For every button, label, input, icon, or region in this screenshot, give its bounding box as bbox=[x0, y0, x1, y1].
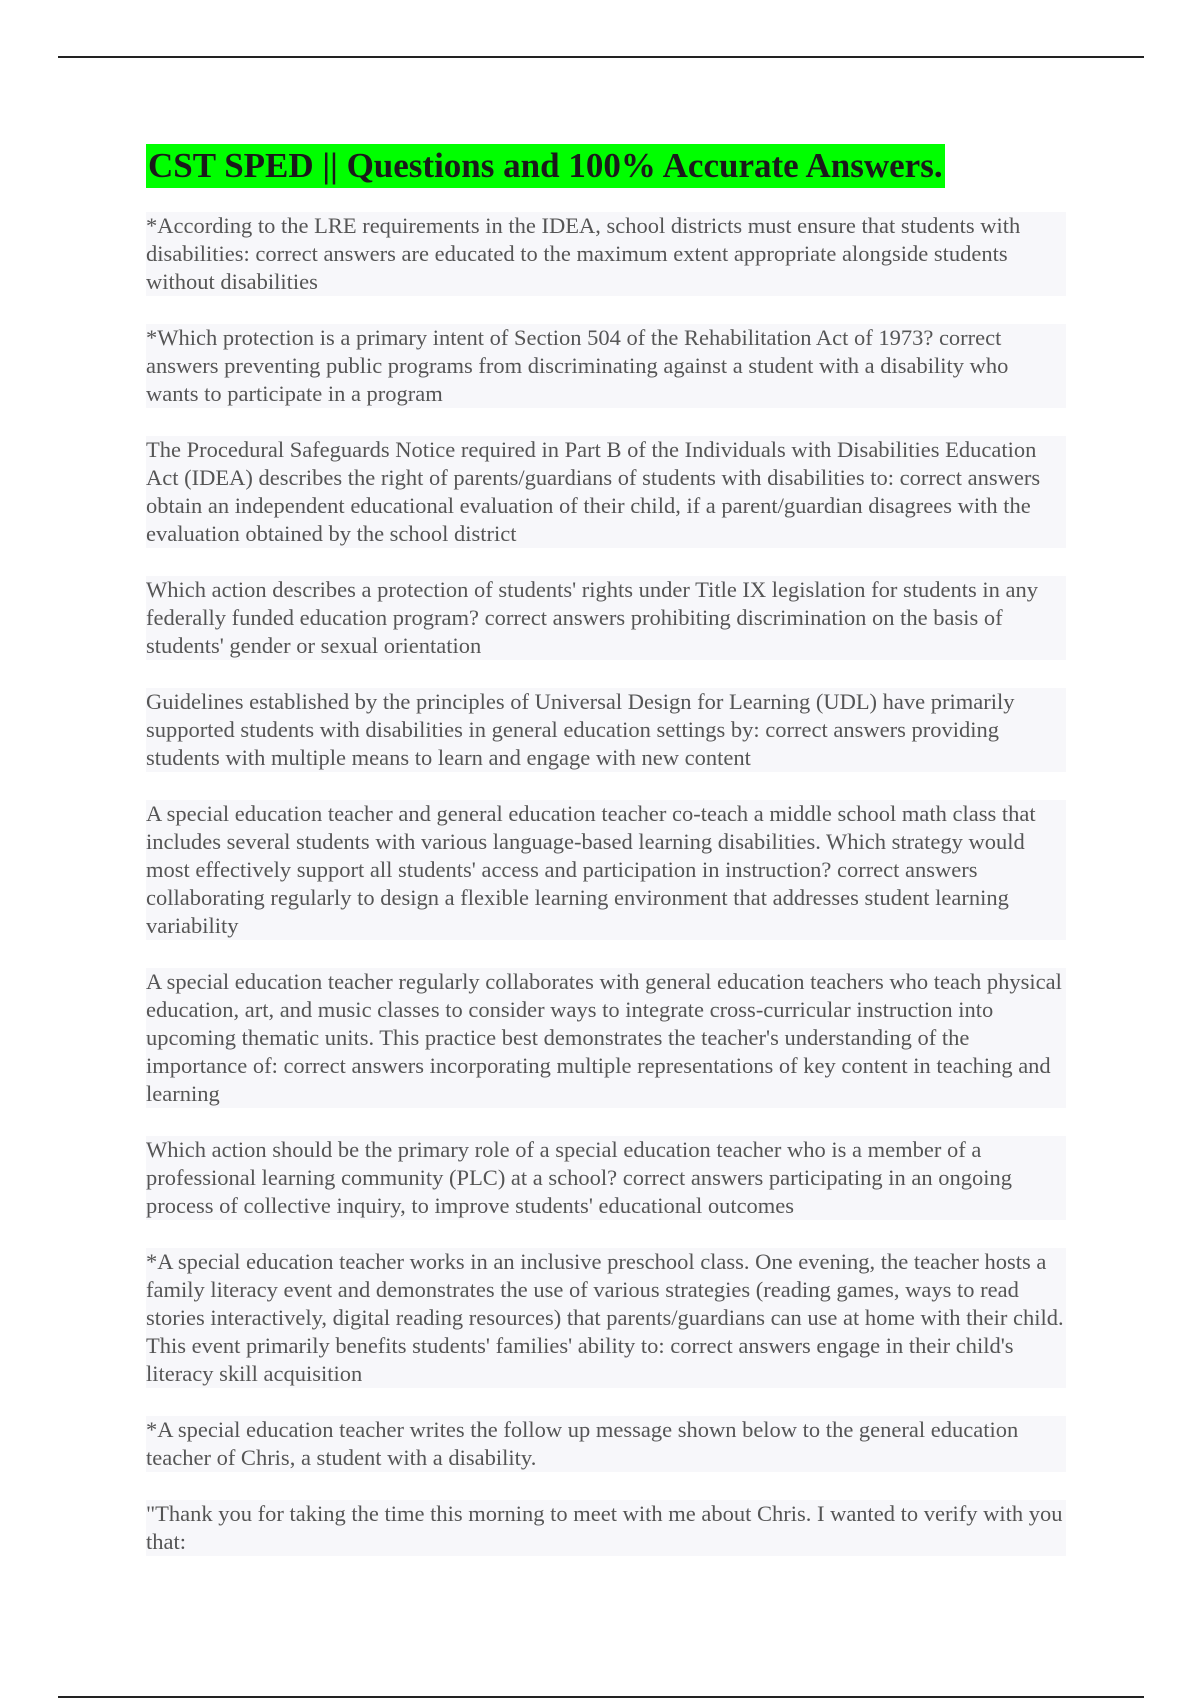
document-title: CST SPED || Questions and 100% Accurate Answers. bbox=[146, 144, 945, 188]
qa-paragraph-2: *Which protection is a primary intent of Section 504 of the Rehabilitation Act of 1973? correct answers preventing public programs from discriminating against a student with a disability who wants to participate in a program bbox=[146, 324, 1066, 408]
document-body bbox=[146, 144, 1066, 1584]
bottom-rule bbox=[58, 1696, 1144, 1698]
qa-paragraph-7: A special education teacher regularly collaborates with general education teachers who teach physical education, art, and music classes to consider ways to integrate cross-curricular instruction into upcoming thematic units. This practice best demonstrates the teacher's understanding of the importance of: correct answers incorporating multiple representations of key content in teaching and learning bbox=[146, 968, 1066, 1108]
qa-paragraph-10: *A special education teacher writes the follow up message shown below to the general education teacher of Chris, a student with a disability. bbox=[146, 1416, 1066, 1472]
qa-paragraph-1: *According to the LRE requirements in the IDEA, school districts must ensure that students with disabilities: correct answers are educated to the maximum extent appropriate alongside students without disabilities bbox=[146, 212, 1066, 296]
qa-paragraph-8: Which action should be the primary role of a special education teacher who is a member of a professional learning community (PLC) at a school? correct answers participating in an ongoing process of collective inquiry, to improve students' educational outcomes bbox=[146, 1136, 1066, 1220]
qa-paragraph-4: Which action describes a protection of students' rights under Title IX legislation for students in any federally funded education program? correct answers prohibiting discrimination on the basis of students' gender or sexual orientation bbox=[146, 576, 1066, 660]
qa-paragraph-5: Guidelines established by the principles of Universal Design for Learning (UDL) have primarily supported students with disabilities in general education settings by: correct answers providing students with multiple means to learn and engage with new content bbox=[146, 688, 1066, 772]
qa-paragraph-6: A special education teacher and general education teacher co-teach a middle school math class that includes several students with various language-based learning disabilities. Which strategy would most effectively support all students' access and participation in instruction? correct answers collaborating regularly to design a flexible learning environment that addresses student learning variability bbox=[146, 800, 1066, 940]
qa-paragraph-9: *A special education teacher works in an inclusive preschool class. One evening, the teacher hosts a family literacy event and demonstrates the use of various strategies (reading games, ways to read stories interactively, digital reading resources) that parents/guardians can use at home with their child. This event primarily benefits students' families' ability to: correct answers engage in their child's literacy skill acquisition bbox=[146, 1248, 1066, 1388]
quoted-message-start: "Thank you for taking the time this morning to meet with me about Chris. I wanted to verify with you that: bbox=[146, 1500, 1066, 1556]
qa-paragraph-3: The Procedural Safeguards Notice required in Part B of the Individuals with Disabilities Education Act (IDEA) describes the right of parents/guardians of students with disabilities to: correct answers obtain an independent educational evaluation of their child, if a parent/guardian disagrees with the evaluation obtained by the school district bbox=[146, 436, 1066, 548]
top-rule bbox=[58, 56, 1144, 58]
